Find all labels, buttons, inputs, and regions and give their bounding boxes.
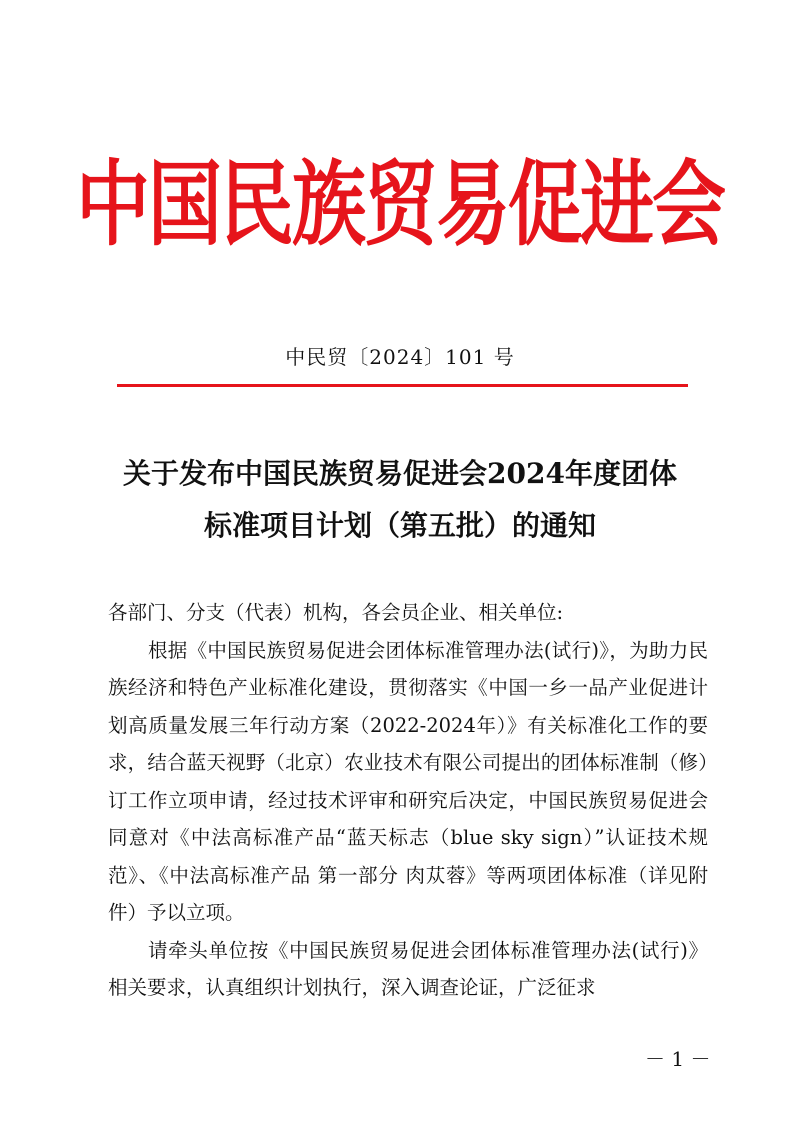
organization-header: 中国民族贸易促进会 <box>76 151 724 259</box>
red-divider-line <box>117 384 688 387</box>
document-title <box>100 448 700 552</box>
title-line-2: 标准项目计划（第五批）的通知 <box>203 509 596 542</box>
salutation: 各部门、分支（代表）机构，各会员企业、相关单位: <box>108 601 564 624</box>
paragraph-1: 根据《中国民族贸易促进会团体标准管理办法(试行)》，为助力民族经济和特色产业标准化建设，贯彻落实《中国一乡一品产业促进计划高质量发展三年行动方案（2022-2024年）》有关标准化工作的要求，结合蓝天视野（北京）农业技术有限公司提出的团体标准制（修）订工作立项申请，经过技术评审和研究后决定，中国民族贸易促进会同意对《中法高标准产品“蓝天标志（blue sky sign）”认证技术规范》、《中法高标准产品 第一部分 肉苁蓉》等两项团体标准（详见附件）予以立项。 <box>108 638 708 924</box>
paragraph-2: 请牵头单位按《中国民族贸易促进会团体标准管理办法(试行)》相关要求，认真组织计划执行，深入调查论证，广泛征求 <box>108 938 708 999</box>
title-line-1: 关于发布中国民族贸易促进会2024年度团体 <box>123 457 677 490</box>
page-number: － 1 － <box>645 1047 711 1071</box>
document-number: 中民贸〔2024〕101 号 <box>285 345 515 369</box>
document-body <box>108 594 708 1007</box>
